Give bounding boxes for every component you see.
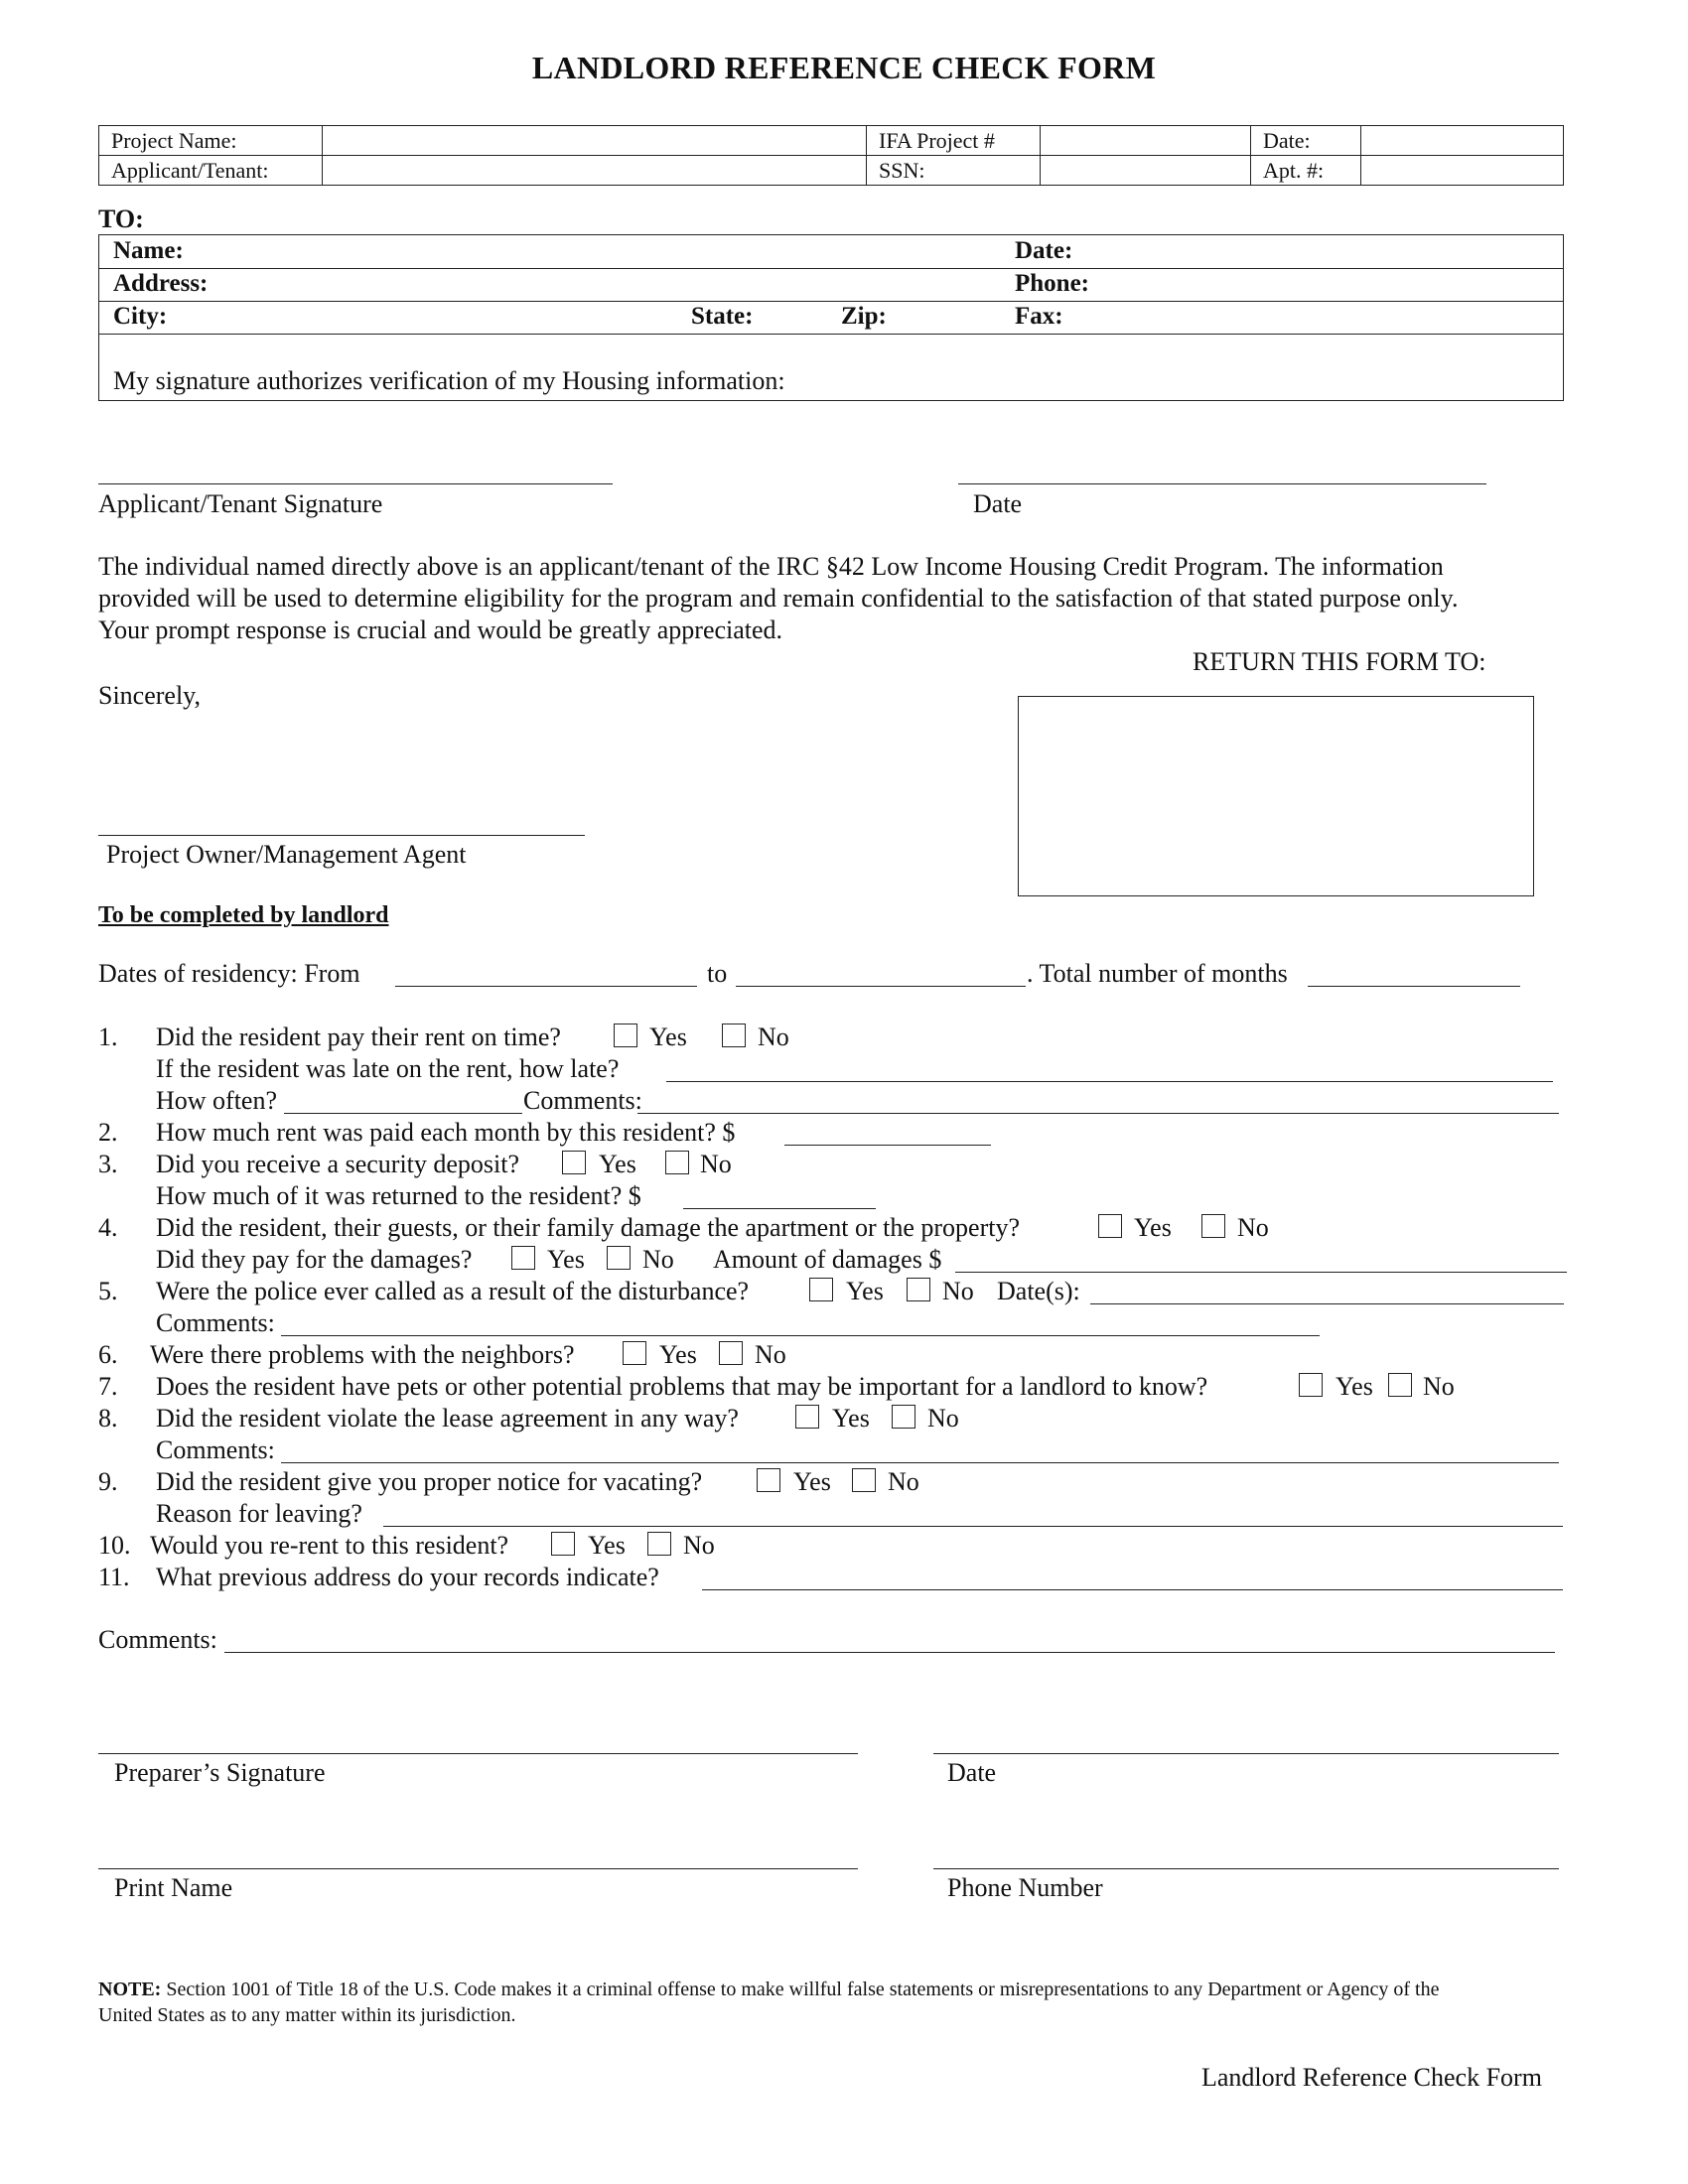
q6-number: 6. [98,1340,118,1369]
q11-address-field[interactable] [702,1589,1563,1590]
general-comments-label: Comments: [98,1625,217,1654]
q5-dates-label: Date(s): [997,1277,1080,1305]
q9-text: Did the resident give you proper notice for vacating? [156,1467,703,1496]
header-date-label: Date: [1251,126,1361,156]
q9-yes-checkbox[interactable] [757,1468,780,1492]
general-comments-field[interactable] [224,1652,1555,1653]
q1-number: 1. [98,1023,118,1051]
owner-signature-line[interactable] [98,835,585,836]
q8-no-label: No [927,1404,959,1433]
residency-total-label: . Total number of months [1027,959,1288,988]
to-zip-label: Zip: [841,303,887,330]
authorization-text: My signature authorizes verification of my Housing information: [113,366,785,395]
q3-returned-text: How much of it was returned to the resident? $ [156,1181,641,1210]
applicant-tenant-label: Applicant/Tenant: [99,156,323,186]
q4-no-checkbox[interactable] [1201,1214,1225,1238]
residency-from-field[interactable] [395,986,697,987]
to-address-label: Address: [113,270,209,297]
q8-text: Did the resident violate the lease agreement in any way? [156,1404,739,1433]
q7-yes-label: Yes [1336,1372,1373,1401]
note-text-2: United States as to any matter within its jurisdiction. [98,2004,516,2026]
preparer-signature-line[interactable] [98,1753,858,1754]
q8-no-checkbox[interactable] [892,1405,915,1429]
q3-no-label: No [700,1150,732,1178]
q5-no-label: No [942,1277,974,1305]
q5-text: Were the police ever called as a result of the disturbance? [156,1277,750,1305]
to-city-label: City: [113,303,168,330]
q7-no-label: No [1423,1372,1455,1401]
q1-yes-checkbox[interactable] [614,1024,637,1047]
q6-yes-label: Yes [659,1340,697,1369]
phone-number-line[interactable] [933,1868,1559,1869]
residency-to-label: to [707,959,728,988]
q10-no-checkbox[interactable] [647,1532,671,1556]
note-line-1 [98,1979,1439,2001]
q7-yes-checkbox[interactable] [1299,1373,1323,1397]
applicant-signature-line[interactable] [98,483,613,484]
q5-yes-label: Yes [846,1277,884,1305]
q8-comments-label: Comments: [156,1435,275,1464]
ifa-project-label: IFA Project # [867,126,1041,156]
q9-reason-field[interactable] [383,1526,1563,1527]
q1-comments-label: Comments: [523,1086,642,1115]
applicant-date-line[interactable] [958,483,1486,484]
q4-no-label: No [1237,1213,1269,1242]
q6-no-checkbox[interactable] [719,1341,743,1365]
q10-number: 10. [98,1531,131,1560]
q1-no-checkbox[interactable] [722,1024,746,1047]
to-fax-label: Fax: [1015,303,1063,330]
residency-prefix: Dates of residency: From [98,959,360,988]
intro-line-1: The individual named directly above is an applicant/tenant of the IRC §42 Low Income Housing Credit Program. The information [98,552,1444,581]
q9-no-label: No [888,1467,919,1496]
q9-yes-label: Yes [793,1467,831,1496]
q7-number: 7. [98,1372,118,1401]
q4-amount-field[interactable] [955,1272,1567,1273]
ssn-field[interactable] [1041,156,1251,186]
to-phone-label: Phone: [1015,270,1089,297]
print-name-line[interactable] [98,1868,858,1869]
q3-number: 3. [98,1150,118,1178]
to-date-label: Date: [1015,237,1073,264]
q9-no-checkbox[interactable] [852,1468,876,1492]
q3-yes-label: Yes [599,1150,636,1178]
q2-text: How much rent was paid each month by this resident? $ [156,1118,736,1147]
q8-comments-field[interactable] [281,1462,1559,1463]
q6-no-label: No [755,1340,786,1369]
project-name-field[interactable] [323,126,867,156]
q3-no-checkbox[interactable] [665,1151,689,1174]
q4-yes-checkbox[interactable] [1098,1214,1122,1238]
sincerely-text: Sincerely, [98,681,201,710]
return-address-box[interactable] [1018,696,1534,896]
to-address-box [98,234,1564,401]
q5-yes-checkbox[interactable] [809,1278,833,1301]
header-info-table [98,125,1564,186]
intro-line-3: Your prompt response is crucial and would be greatly appreciated. [98,615,783,644]
q3-returned-field[interactable] [683,1208,876,1209]
q1-yes-label: Yes [649,1023,687,1051]
q4-number: 4. [98,1213,118,1242]
q4-pay-text: Did they pay for the damages? [156,1245,473,1274]
apt-field[interactable] [1361,156,1564,186]
q10-no-label: No [683,1531,715,1560]
q4-pay-no-checkbox[interactable] [607,1246,631,1270]
ifa-project-field[interactable] [1041,126,1251,156]
form-title: LANDLORD REFERENCE CHECK FORM [531,50,1157,85]
q11-text: What previous address do your records indicate? [156,1563,659,1591]
q4-pay-yes-checkbox[interactable] [511,1246,535,1270]
to-label: TO: [98,205,144,233]
phone-number-label: Phone Number [947,1873,1103,1902]
q3-yes-checkbox[interactable] [562,1151,586,1174]
q4-pay-no-label: No [642,1245,674,1274]
return-form-label: RETURN THIS FORM TO: [1193,647,1486,676]
q8-yes-label: Yes [832,1404,870,1433]
to-state-label: State: [691,303,754,330]
q11-number: 11. [98,1563,130,1591]
q1-no-label: No [758,1023,789,1051]
q5-number: 5. [98,1277,118,1305]
q1-late-field[interactable] [666,1081,1553,1082]
q5-comments-label: Comments: [156,1308,275,1337]
to-name-label: Name: [113,237,184,264]
ssn-label: SSN: [867,156,1041,186]
preparer-date-line[interactable] [933,1753,1559,1754]
q9-reason-label: Reason for leaving? [156,1499,362,1528]
q4-text: Did the resident, their guests, or their family damage the apartment or the property? [156,1213,1020,1242]
q4-pay-yes-label: Yes [547,1245,585,1274]
q9-number: 9. [98,1467,118,1496]
q4-yes-label: Yes [1134,1213,1172,1242]
q2-number: 2. [98,1118,118,1147]
q3-text: Did you receive a security deposit? [156,1150,520,1178]
q4-amount-label: Amount of damages $ [713,1245,942,1274]
intro-line-2: provided will be used to determine eligibility for the program and remain confidential to the satisfaction of that stated purpose only. [98,584,1459,613]
residency-to-field[interactable] [736,986,1026,987]
q1-text: Did the resident pay their rent on time? [156,1023,561,1051]
preparer-date-label: Date [947,1758,997,1787]
q6-text: Were there problems with the neighbors? [150,1340,575,1369]
q1-often-field[interactable] [284,1113,522,1114]
q5-comments-field[interactable] [281,1335,1320,1336]
page-footer: Landlord Reference Check Form [1201,2063,1542,2092]
q1-late-text: If the resident was late on the rent, how late? [156,1054,620,1083]
project-name-label: Project Name: [99,126,323,156]
q10-yes-checkbox[interactable] [551,1532,575,1556]
applicant-tenant-field[interactable] [323,156,867,186]
landlord-section-heading: To be completed by landlord [98,902,389,928]
q10-text: Would you re-rent to this resident? [150,1531,509,1560]
q5-no-checkbox[interactable] [907,1278,930,1301]
q10-yes-label: Yes [588,1531,626,1560]
q8-number: 8. [98,1404,118,1433]
q7-text: Does the resident have pets or other potential problems that may be important for a landlord to know? [156,1372,1208,1401]
q8-yes-checkbox[interactable] [795,1405,819,1429]
to-address-row[interactable] [99,268,1563,302]
note-text-1: Section 1001 of Title 18 of the U.S. Code makes it a criminal offense to make willful false statements or misrepresentations to any Department or Agency of the [161,1979,1440,2000]
header-date-field[interactable] [1361,126,1564,156]
q7-no-checkbox[interactable] [1388,1373,1412,1397]
residency-months-field[interactable] [1308,986,1520,987]
q5-dates-field[interactable] [1090,1303,1564,1304]
to-name-row[interactable] [99,235,1563,269]
owner-agent-label: Project Owner/Management Agent [106,840,467,869]
to-city-row[interactable] [99,301,1563,335]
applicant-date-label: Date [973,489,1023,518]
preparer-signature-label: Preparer’s Signature [114,1758,326,1787]
note-label: NOTE: [98,1979,162,2000]
print-name-label: Print Name [114,1873,233,1902]
apt-label: Apt. #: [1251,156,1361,186]
applicant-signature-label: Applicant/Tenant Signature [98,489,383,518]
q1-often-text: How often? [156,1086,278,1115]
q1-comments-field[interactable] [637,1113,1559,1114]
q6-yes-checkbox[interactable] [623,1341,646,1365]
q2-amount-field[interactable] [784,1145,991,1146]
